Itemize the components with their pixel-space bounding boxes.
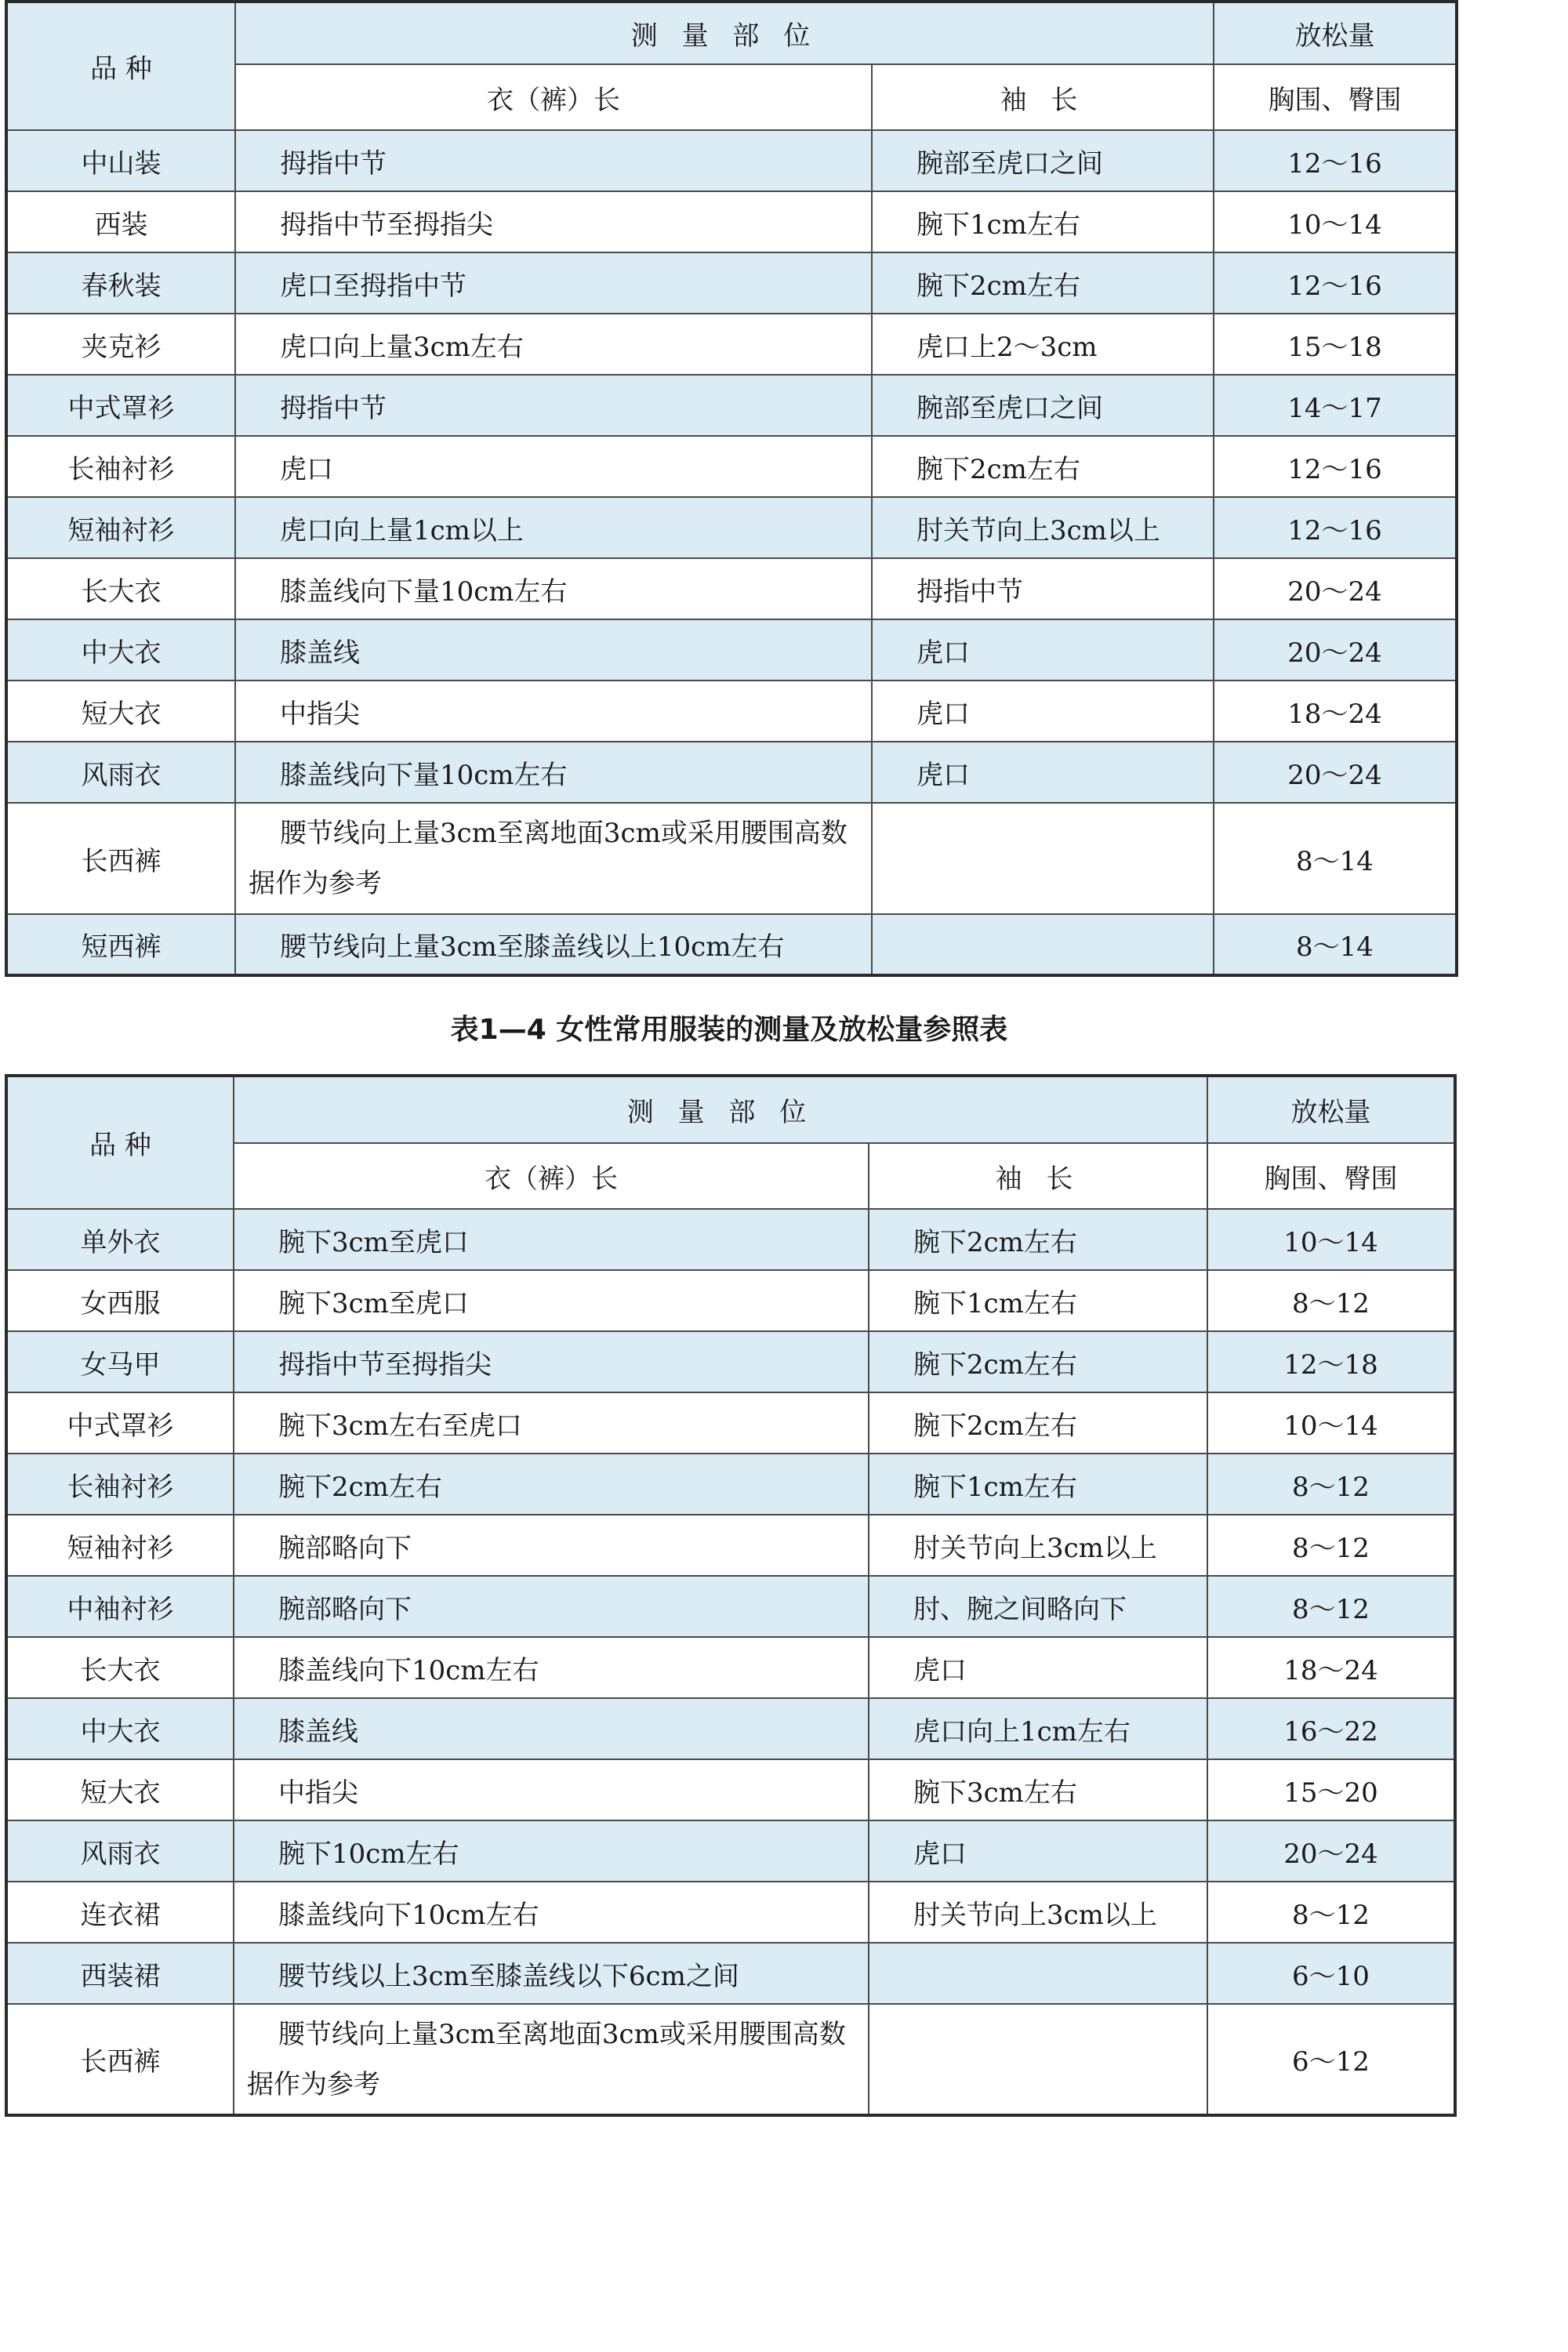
cell-variety: 单外衣 <box>6 1209 234 1270</box>
cell-variety: 中大衣 <box>6 1698 234 1759</box>
table-row <box>6 619 1457 681</box>
cell-length: 膝盖线向下10cm左右 <box>234 1882 869 1943</box>
cell-variety: 长大衣 <box>6 558 235 619</box>
header-length: 衣（裤）长 <box>235 64 872 130</box>
table-row <box>6 436 1457 497</box>
cell-variety: 夹克衫 <box>6 314 235 375</box>
cell-ease: 10～14 <box>1214 191 1457 252</box>
table-row <box>6 1331 1455 1392</box>
cell-sleeve: 拇指中节 <box>872 558 1214 619</box>
table-row <box>6 1882 1455 1943</box>
cell-ease: 8～12 <box>1207 1576 1455 1637</box>
cell-length: 腕下10cm左右 <box>234 1820 869 1882</box>
table-row <box>6 375 1457 436</box>
cell-variety: 中式罩衫 <box>6 1392 234 1454</box>
cell-length-line2: 据作为参考 <box>249 868 382 899</box>
cell-sleeve: 虎口 <box>872 681 1214 742</box>
cell-sleeve <box>869 1943 1207 2004</box>
cell-variety: 短大衣 <box>6 1759 234 1820</box>
cell-ease: 15～18 <box>1214 314 1457 375</box>
table-row <box>6 1943 1455 2004</box>
table-row <box>6 1759 1455 1820</box>
cell-ease: 10～14 <box>1207 1209 1455 1270</box>
cell-sleeve <box>869 2004 1207 2115</box>
cell-sleeve <box>872 803 1214 914</box>
cell-variety: 短袖衬衫 <box>6 497 235 558</box>
table-caption: 表1—4 女性常用服装的测量及放松量参照表 <box>450 1014 1008 1046</box>
header-measure-parts: 测 量 部 位 <box>234 1076 1207 1143</box>
cell-length-line2: 据作为参考 <box>247 2068 380 2100</box>
cell-variety: 短大衣 <box>6 681 235 742</box>
header-ease: 放松量 <box>1214 2 1457 64</box>
cell-sleeve: 虎口 <box>869 1637 1207 1698</box>
cell-ease: 18～24 <box>1214 681 1457 742</box>
table-row <box>6 252 1457 314</box>
table-row <box>6 558 1457 619</box>
cell-sleeve: 腕下1cm左右 <box>869 1270 1207 1331</box>
cell-sleeve: 腕下2cm左右 <box>872 436 1214 497</box>
cell-length: 膝盖线向下10cm左右 <box>234 1637 869 1698</box>
cell-ease: 8～12 <box>1207 1515 1455 1576</box>
cell-length: 腕下3cm左右至虎口 <box>234 1392 869 1454</box>
cell-length: 中指尖 <box>234 1759 869 1820</box>
cell-variety: 连衣裙 <box>6 1882 234 1943</box>
cell-length: 拇指中节至拇指尖 <box>234 1331 869 1392</box>
cell-ease: 18～24 <box>1207 1637 1455 1698</box>
table-row <box>6 1515 1455 1576</box>
cell-ease: 20～24 <box>1214 558 1457 619</box>
table-row <box>6 914 1457 975</box>
cell-sleeve: 虎口上2～3cm <box>872 314 1214 375</box>
cell-sleeve: 虎口 <box>872 619 1214 681</box>
header-chest-hip: 胸围、臀围 <box>1207 1143 1455 1209</box>
cell-sleeve: 腕部至虎口之间 <box>872 130 1214 191</box>
cell-length: 拇指中节 <box>235 375 872 436</box>
cell-ease: 16～22 <box>1207 1698 1455 1759</box>
cell-length: 腕下3cm至虎口 <box>234 1270 869 1331</box>
cell-sleeve: 虎口 <box>872 742 1214 803</box>
cell-length: 膝盖线向下量10cm左右 <box>235 558 872 619</box>
cell-length-line1: 腰节线向上量3cm至离地面3cm或采用腰围高数 <box>280 818 848 849</box>
cell-sleeve: 肘、腕之间略向下 <box>869 1576 1207 1637</box>
cell-sleeve: 腕下2cm左右 <box>869 1209 1207 1270</box>
cell-variety: 女西服 <box>6 1270 234 1331</box>
cell-ease: 10～14 <box>1207 1392 1455 1454</box>
cell-length: 腰节线向上量3cm至膝盖线以上10cm左右 <box>235 914 872 975</box>
cell-variety: 春秋装 <box>6 252 235 314</box>
header-sleeve: 袖 长 <box>869 1143 1207 1209</box>
table-row <box>6 1392 1455 1454</box>
cell-ease: 6～12 <box>1207 2004 1455 2115</box>
cell-ease: 12～16 <box>1214 130 1457 191</box>
cell-sleeve: 腕下2cm左右 <box>869 1331 1207 1392</box>
table-row <box>6 1454 1455 1515</box>
cell-length <box>235 803 872 914</box>
cell-variety: 西装 <box>6 191 235 252</box>
cell-ease: 12～18 <box>1207 1331 1455 1392</box>
cell-length: 膝盖线 <box>235 619 872 681</box>
cell-ease: 12～16 <box>1214 252 1457 314</box>
cell-ease: 8～14 <box>1214 914 1457 975</box>
table-row <box>6 2004 1455 2115</box>
table-row <box>6 1209 1455 1270</box>
cell-length: 膝盖线向下量10cm左右 <box>235 742 872 803</box>
header-measure-parts: 测 量 部 位 <box>235 2 1214 64</box>
cell-variety: 短西裤 <box>6 914 235 975</box>
cell-sleeve: 腕下2cm左右 <box>872 252 1214 314</box>
cell-sleeve: 腕下1cm左右 <box>872 191 1214 252</box>
cell-sleeve: 虎口 <box>869 1820 1207 1882</box>
cell-length <box>234 2004 869 2115</box>
cell-sleeve: 腕下2cm左右 <box>869 1392 1207 1454</box>
header-ease: 放松量 <box>1207 1076 1455 1143</box>
cell-ease: 8～12 <box>1207 1882 1455 1943</box>
cell-length: 虎口 <box>235 436 872 497</box>
table-row <box>6 191 1457 252</box>
cell-variety: 风雨衣 <box>6 742 235 803</box>
table-row <box>6 681 1457 742</box>
cell-length: 虎口向上量3cm左右 <box>235 314 872 375</box>
header-sleeve: 袖 长 <box>872 64 1214 130</box>
cell-ease: 12～16 <box>1214 436 1457 497</box>
table-row <box>6 314 1457 375</box>
cell-ease: 14～17 <box>1214 375 1457 436</box>
cell-variety: 风雨衣 <box>6 1820 234 1882</box>
table-row <box>6 1698 1455 1759</box>
cell-variety: 中山装 <box>6 130 235 191</box>
table-row <box>6 497 1457 558</box>
header-variety: 品 种 <box>6 2 235 130</box>
cell-length: 腰节线以上3cm至膝盖线以下6cm之间 <box>234 1943 869 2004</box>
table-row <box>6 1820 1455 1882</box>
cell-sleeve: 肘关节向上3cm以上 <box>869 1882 1207 1943</box>
cell-variety: 中式罩衫 <box>6 375 235 436</box>
cell-variety: 长袖衬衫 <box>6 436 235 497</box>
cell-variety: 长袖衬衫 <box>6 1454 234 1515</box>
cell-sleeve <box>872 914 1214 975</box>
women-garment-measurement-table <box>5 1074 1457 2117</box>
header-length: 衣（裤）长 <box>234 1143 869 1209</box>
cell-length: 腕下3cm至虎口 <box>234 1209 869 1270</box>
cell-length: 腕下2cm左右 <box>234 1454 869 1515</box>
table-row <box>6 803 1457 914</box>
cell-sleeve: 虎口向上1cm左右 <box>869 1698 1207 1759</box>
cell-ease: 6～10 <box>1207 1943 1455 2004</box>
cell-length: 腕部略向下 <box>234 1576 869 1637</box>
table-row <box>6 130 1457 191</box>
cell-variety: 女马甲 <box>6 1331 234 1392</box>
cell-length: 腕部略向下 <box>234 1515 869 1576</box>
cell-length: 膝盖线 <box>234 1698 869 1759</box>
cell-length: 拇指中节至拇指尖 <box>235 191 872 252</box>
table-row <box>6 1576 1455 1637</box>
cell-variety: 中大衣 <box>6 619 235 681</box>
cell-ease: 12～16 <box>1214 497 1457 558</box>
cell-variety: 长西裤 <box>6 2004 234 2115</box>
cell-sleeve: 肘关节向上3cm以上 <box>872 497 1214 558</box>
cell-ease: 20～24 <box>1207 1820 1455 1882</box>
cell-ease: 8～12 <box>1207 1454 1455 1515</box>
cell-variety: 长西裤 <box>6 803 235 914</box>
cell-variety: 长大衣 <box>6 1637 234 1698</box>
table-row <box>6 1637 1455 1698</box>
cell-ease: 20～24 <box>1214 619 1457 681</box>
cell-sleeve: 腕下1cm左右 <box>869 1454 1207 1515</box>
cell-variety: 西装裙 <box>6 1943 234 2004</box>
cell-ease: 15～20 <box>1207 1759 1455 1820</box>
cell-variety: 中袖衬衫 <box>6 1576 234 1637</box>
table-row <box>6 742 1457 803</box>
cell-length-line1: 腰节线向上量3cm至离地面3cm或采用腰围高数 <box>278 2018 846 2050</box>
header-chest-hip: 胸围、臀围 <box>1214 64 1457 130</box>
table-row <box>6 1270 1455 1331</box>
cell-length: 虎口至拇指中节 <box>235 252 872 314</box>
cell-variety: 短袖衬衫 <box>6 1515 234 1576</box>
cell-sleeve: 腕部至虎口之间 <box>872 375 1214 436</box>
cell-sleeve: 腕下3cm左右 <box>869 1759 1207 1820</box>
cell-ease: 20～24 <box>1214 742 1457 803</box>
cell-length: 虎口向上量1cm以上 <box>235 497 872 558</box>
men-garment-measurement-table <box>5 0 1458 977</box>
cell-ease: 8～12 <box>1207 1270 1455 1331</box>
cell-sleeve: 肘关节向上3cm以上 <box>869 1515 1207 1576</box>
cell-ease: 8～14 <box>1214 803 1457 914</box>
cell-length: 中指尖 <box>235 681 872 742</box>
header-variety: 品 种 <box>6 1076 234 1209</box>
cell-length: 拇指中节 <box>235 130 872 191</box>
